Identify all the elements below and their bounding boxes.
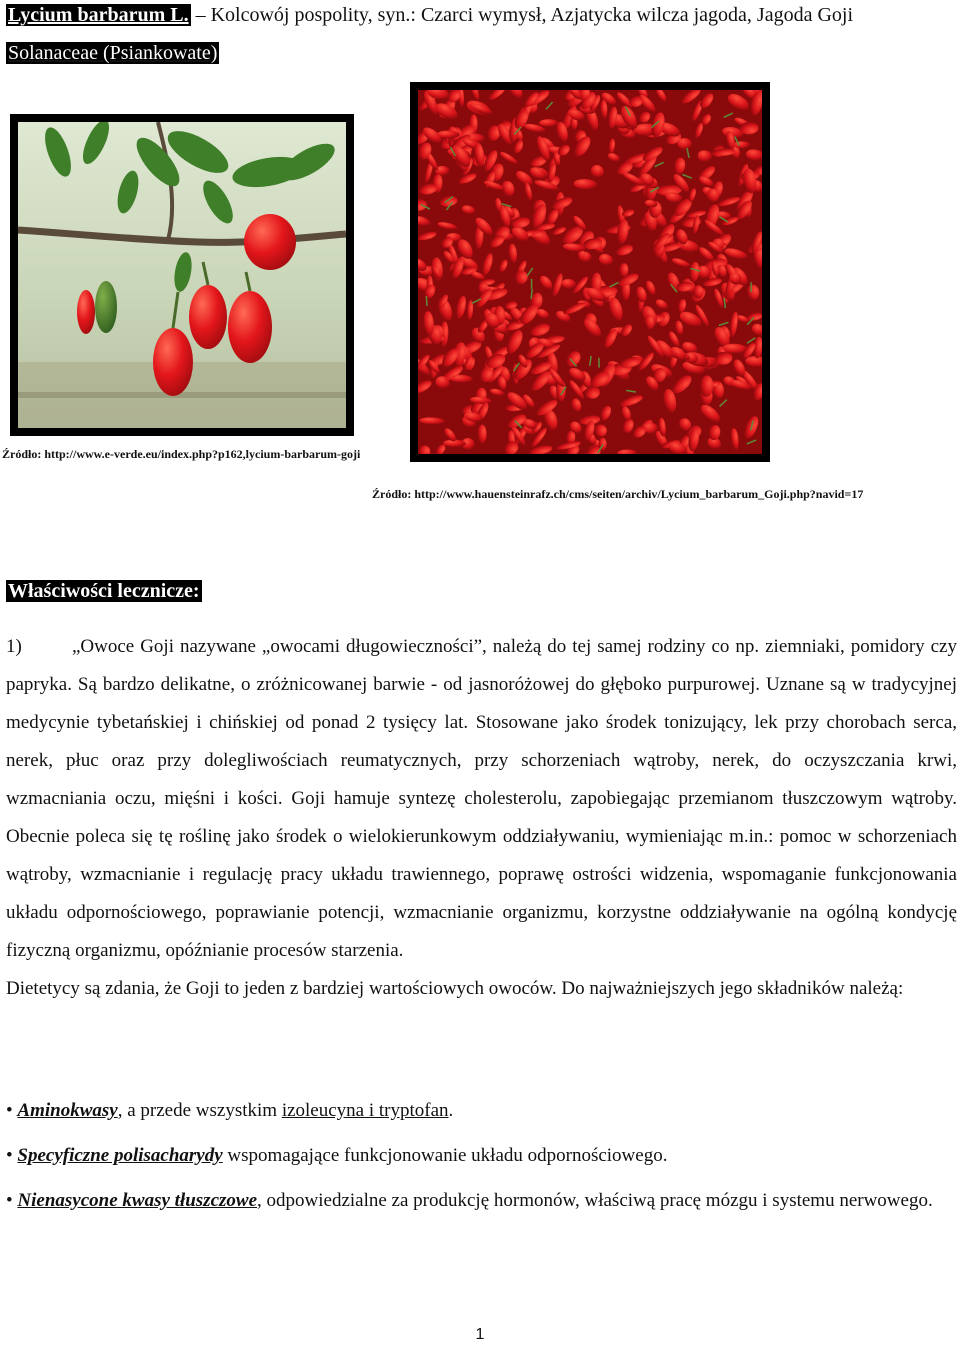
section-title-text: Właściwości lecznicze: xyxy=(8,580,200,602)
common-names: – Kolcowój pospolity, syn.: Czarci wymysł, Azjatycka wilcza jagoda, Jagoda Goji xyxy=(190,4,854,26)
paragraph-2: Dietetycy są zdania, że Goji to jeden z bardziej wartościowych owoców. Do najważniejszych jego składników należą: xyxy=(6,978,904,999)
latin-name: Lycium barbarum L. xyxy=(8,4,189,26)
image-source-2: Źródło: http://www.hauensteinrafz.ch/cms/seiten/archiv/Lycium_barbarum_Goji.php?navid=17 xyxy=(372,487,864,501)
dried-berries-illustration xyxy=(418,90,762,454)
goji-berries-pile-photo xyxy=(410,82,770,462)
berry-stem xyxy=(426,296,427,306)
item-punct: . xyxy=(448,1100,454,1121)
term-link: izoleucyna i tryptofan xyxy=(281,1100,449,1121)
item-number: 1) xyxy=(6,636,22,657)
paragraph-1-text: „Owoce Goji nazywane „owocami długowieczności”, należą do tej samej rodziny co np. ziemniaki, pomidory czy papryka. Są bardzo delikatne, o zróżnicowanej barwie - od jasnoróżowej do głęboko purpurowej. Uznane są w tradycyjnej medycynie tybetańskiej i chińskiej od ponad 2 tysięcy lat. Stosowane jako środek tonizujący, lek przy chorobach serca, nerek, płuc oraz przy dolegliwościach reumatycznych, przy schorzeniach wątroby, nerek, do oczyszczania krwi, wzmacniania oczu, mięśni i kości. Goji hamuje syntezę cholesterolu, zapobiegając przemianom tłuszczowym wątroby. Obecnie poleca się tę roślinę jako środek o wielokierunkowym oddziaływaniu, wymieniając m.in.: pomoc w schorzeniach wątroby, wzmacnianie i regulację pracy układu trawiennego, poprawę ostrości widzenia, wspomaganie funkcjonowania układu odpornościowego, poprawianie potencji, wzmacnianie organizmu, korzystne oddziaływanie na ogólną kondycję fizyczną organizmu, opóźnianie procesów starzenia. xyxy=(6,636,957,961)
list-item xyxy=(6,1137,957,1175)
goji-branch-photo xyxy=(10,114,354,436)
ingredients-list xyxy=(6,1092,957,1227)
goji-branch-illustration xyxy=(18,122,346,428)
paragraph-1 xyxy=(6,628,957,970)
page-number: 1 xyxy=(475,1326,485,1343)
bullet-mark: • xyxy=(6,1190,18,1211)
bullet-mark: • xyxy=(6,1100,18,1121)
term-amino-acids: Aminokwasy xyxy=(17,1100,118,1121)
bullet-mark: • xyxy=(6,1145,18,1166)
list-item xyxy=(6,1092,957,1130)
body-text xyxy=(6,628,957,1008)
item-text: , odpowiedzialne za produkcję hormonów, właściwą pracę mózgu i systemu nerwowego. xyxy=(257,1190,933,1211)
plant-family xyxy=(6,42,219,65)
term-fatty-acids: Nienasycone kwasy tłuszczowe xyxy=(17,1190,258,1211)
term-polysaccharides: Specyficzne polisacharydy xyxy=(17,1145,223,1166)
item-text: wspomagające funkcjonowanie układu odpornościowego. xyxy=(222,1145,668,1166)
document-title xyxy=(6,4,853,27)
dried-berry xyxy=(693,285,703,298)
image-source-1: Źródło: http://www.e-verde.eu/index.php?p162,lycium-barbarum-goji xyxy=(2,447,361,461)
list-item xyxy=(6,1182,957,1220)
item-text: , a przede wszystkim xyxy=(117,1100,282,1121)
family-name: Solanaceae (Psiankowate) xyxy=(8,42,218,64)
section-title xyxy=(6,580,202,603)
